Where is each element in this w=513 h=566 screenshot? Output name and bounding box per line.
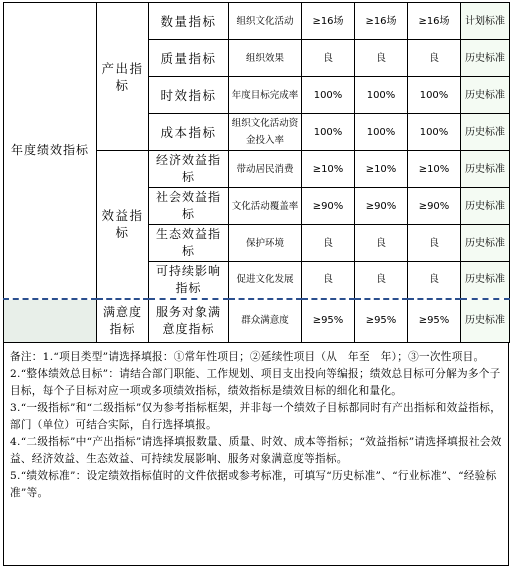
value-cell: ≥90% <box>408 188 461 225</box>
value-cell: ≥95% <box>408 299 461 343</box>
note-paragraph: 4.“二级指标”中“产出指标”请选择填报数量、质量、时效、成本等指标；“效益指标”请选择填报社会效益、经济效益、生态效益、可持续发展影响、服务对象满意度等指标。 <box>10 436 502 465</box>
value-cell: ≥16场 <box>302 3 355 40</box>
standard-cell: 历史标准 <box>461 114 510 151</box>
value-cell: 100% <box>408 114 461 151</box>
value-cell: 良 <box>302 262 355 299</box>
performance-indicator-table <box>3 2 510 343</box>
level3-cell: 成本指标 <box>149 114 229 151</box>
level3-cell: 社会效益指标 <box>149 188 229 225</box>
value-cell: 良 <box>408 225 461 262</box>
value-cell: 良 <box>355 262 408 299</box>
value-cell: 良 <box>302 225 355 262</box>
standard-cell: 历史标准 <box>461 40 510 77</box>
value-cell: 良 <box>302 40 355 77</box>
level3-cell: 时效指标 <box>149 77 229 114</box>
level3-cell: 可持续影响指标 <box>149 262 229 299</box>
level3-cell: 质量指标 <box>149 40 229 77</box>
level1-indicator-cell: 年度绩效指标 <box>4 3 97 299</box>
value-cell: ≥90% <box>302 188 355 225</box>
indicator-cell: 促进文化发展 <box>229 262 302 299</box>
value-cell: 良 <box>408 262 461 299</box>
standard-cell: 历史标准 <box>461 299 510 343</box>
standard-cell: 历史标准 <box>461 151 510 188</box>
value-cell: ≥10% <box>355 151 408 188</box>
value-cell: 100% <box>355 77 408 114</box>
indicator-cell: 组织文化活动 <box>229 3 302 40</box>
value-cell: 100% <box>355 114 408 151</box>
value-cell: 良 <box>355 40 408 77</box>
indicator-cell: 带动居民消费 <box>229 151 302 188</box>
level1-empty-cell <box>4 299 97 343</box>
value-cell: 100% <box>408 77 461 114</box>
note-paragraph: 备注：1.“项目类型”请选择填报：①常年性项目；②延续性项目（从 年至 年）；③一次性项目。 <box>10 351 485 363</box>
value-cell: ≥10% <box>408 151 461 188</box>
table-row <box>4 3 510 40</box>
standard-cell: 计划标准 <box>461 3 510 40</box>
level3-cell: 服务对象满意度指标 <box>149 299 229 343</box>
indicator-cell: 组织文化活动资金投入率 <box>229 114 302 151</box>
value-cell: 良 <box>355 225 408 262</box>
value-cell: 100% <box>302 114 355 151</box>
standard-cell: 历史标准 <box>461 77 510 114</box>
value-cell: ≥10% <box>302 151 355 188</box>
indicator-cell: 组织效果 <box>229 40 302 77</box>
value-cell: ≥16场 <box>355 3 408 40</box>
note-paragraph: 5.“绩效标准”：设定绩效指标值时的文件依据或参考标准，可填写“历史标准”、“行业标准”、“经验标准”等。 <box>10 470 497 499</box>
value-cell: ≥90% <box>355 188 408 225</box>
level3-cell: 数量指标 <box>149 3 229 40</box>
level2-benefit-cell: 效益指标 <box>97 151 149 299</box>
standard-cell: 历史标准 <box>461 262 510 299</box>
indicator-cell: 文化活动覆盖率 <box>229 188 302 225</box>
value-cell: 良 <box>408 40 461 77</box>
note-paragraph: 3.“一级指标”和“二级指标”仅为参考指标框架，并非每一个绩效子目标都同时有产出指标和效益指标，部门（单位）可结合实际，自行选择填报。 <box>10 402 502 431</box>
level3-cell: 生态效益指标 <box>149 225 229 262</box>
standard-cell: 历史标准 <box>461 225 510 262</box>
value-cell: ≥95% <box>302 299 355 343</box>
table-row <box>4 299 510 343</box>
indicator-cell: 年度目标完成率 <box>229 77 302 114</box>
value-cell: 100% <box>302 77 355 114</box>
value-cell: ≥16场 <box>408 3 461 40</box>
standard-cell: 历史标准 <box>461 188 510 225</box>
level2-satisfaction-cell: 满意度指标 <box>97 299 149 343</box>
indicator-cell: 保护环境 <box>229 225 302 262</box>
indicator-cell: 群众满意度 <box>229 299 302 343</box>
value-cell: ≥95% <box>355 299 408 343</box>
level3-cell: 经济效益指标 <box>149 151 229 188</box>
notes-section <box>3 343 509 566</box>
note-paragraph: 2.“整体绩效总目标”：请结合部门职能、工作规划、项目支出投向等编报；绩效总目标可分解为多个子目标，每个子目标对应一项或多项绩效指标，绩效指标是绩效目标的细化和量化。 <box>10 368 501 397</box>
level2-output-cell: 产出指标 <box>97 3 149 151</box>
